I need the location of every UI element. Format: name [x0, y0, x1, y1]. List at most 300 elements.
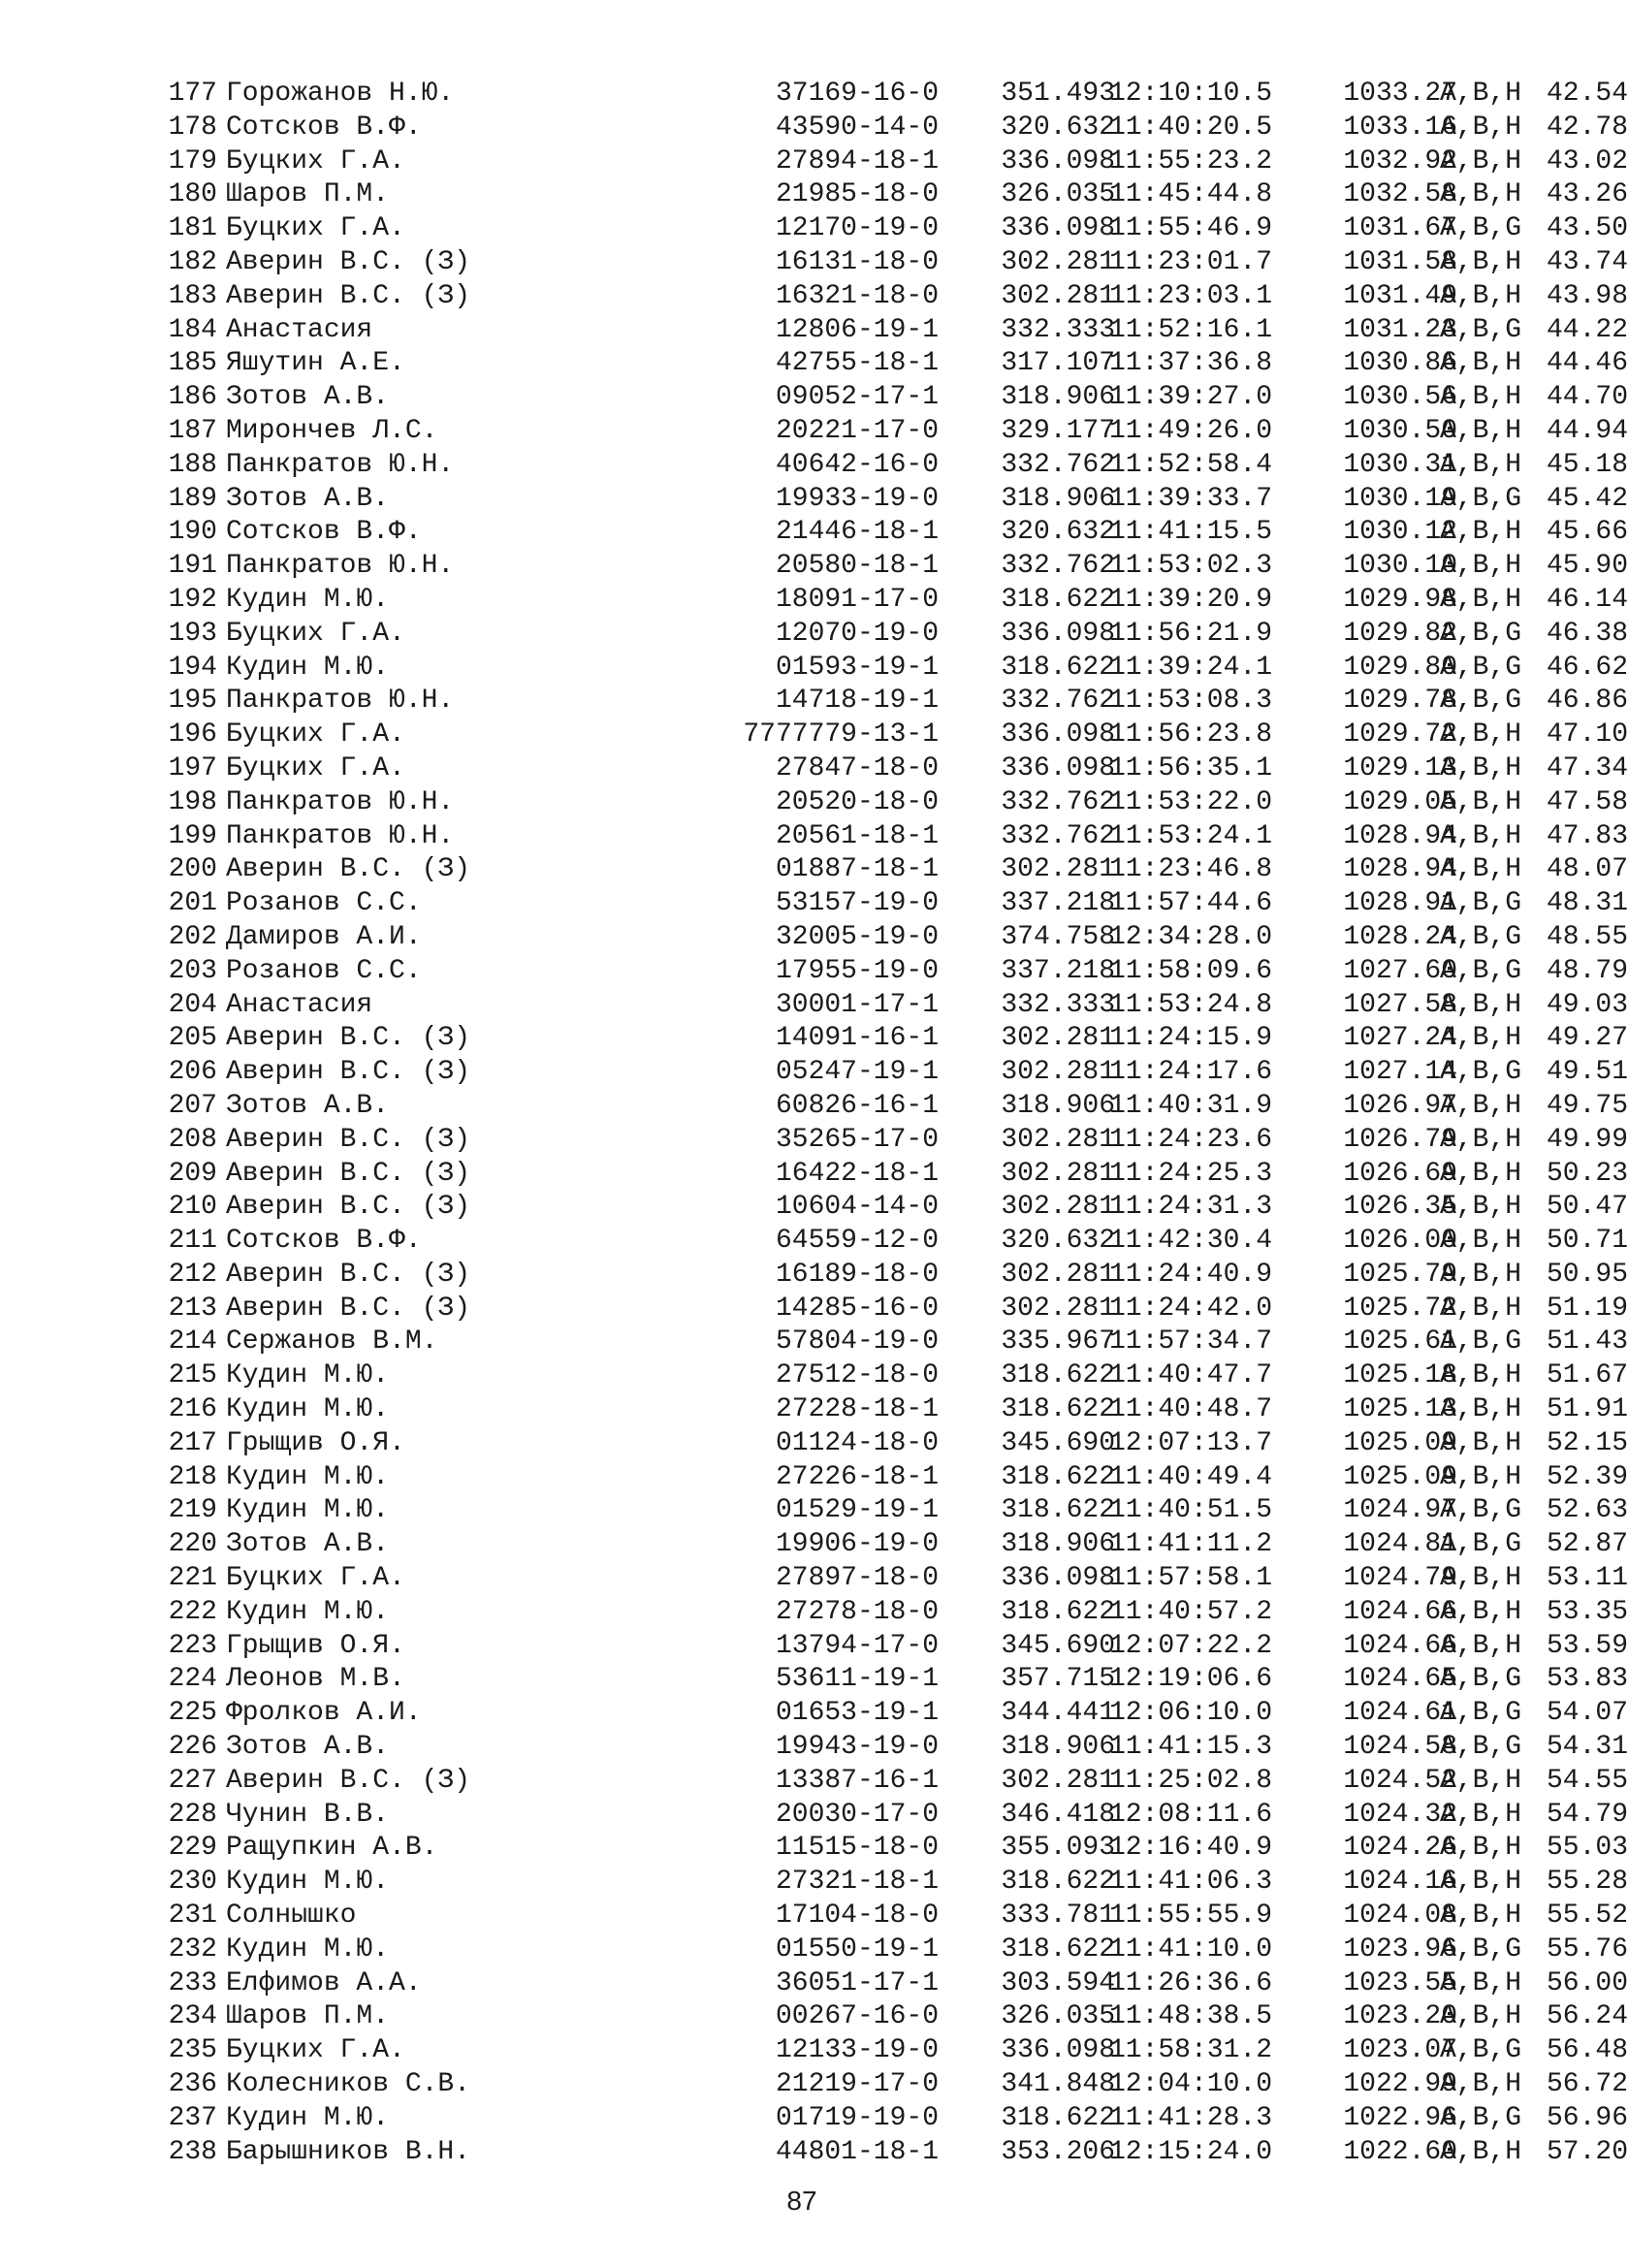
coefficient: 53.83: [1546, 1664, 1628, 1695]
distance: 336.098: [1001, 213, 1115, 244]
coefficient: 53.35: [1546, 1596, 1628, 1627]
groups: A,B,G: [1440, 618, 1522, 649]
owner-name: Аверин В.С. (З): [226, 1124, 471, 1155]
speed: 1033.16: [1343, 112, 1457, 143]
speed: 1029.05: [1343, 786, 1457, 817]
ring-number: 27897-18-0: [775, 1563, 939, 1594]
row-number: 177: [168, 79, 217, 109]
ring-number: 01719-19-0: [775, 2102, 939, 2133]
arrival-time: 11:39:33.7: [1108, 483, 1272, 514]
coefficient: 56.00: [1546, 1967, 1628, 1998]
speed: 1025.61: [1343, 1326, 1457, 1358]
groups: A,B,H: [1440, 854, 1522, 885]
speed: 1024.61: [1343, 1698, 1457, 1729]
distance: 302.281: [1001, 1057, 1115, 1088]
speed: 1030.31: [1343, 449, 1457, 480]
arrival-time: 11:40:51.5: [1108, 1495, 1272, 1526]
ring-number: 14285-16-0: [775, 1293, 939, 1324]
row-number: 197: [168, 752, 217, 783]
speed: 1024.79: [1343, 1563, 1457, 1594]
speed: 1027.24: [1343, 1023, 1457, 1054]
arrival-time: 11:45:44.8: [1108, 179, 1272, 210]
speed: 1024.26: [1343, 1833, 1457, 1864]
ring-number: 32005-19-0: [775, 921, 939, 952]
speed: 1029.72: [1343, 719, 1457, 751]
owner-name: Чунин В.В.: [226, 1799, 390, 1830]
distance: 336.098: [1001, 719, 1115, 751]
speed: 1024.16: [1343, 1867, 1457, 1898]
coefficient: 56.72: [1546, 2069, 1628, 2100]
row-number: 221: [168, 1563, 217, 1594]
ring-number: 27321-18-1: [775, 1867, 939, 1898]
coefficient: 54.07: [1546, 1698, 1628, 1729]
distance: 336.098: [1001, 752, 1115, 783]
distance: 326.035: [1001, 2001, 1115, 2032]
owner-name: Сотсков В.Ф.: [226, 1226, 422, 1257]
groups: A,B,G: [1440, 1698, 1522, 1729]
speed: 1029.13: [1343, 752, 1457, 783]
row-number: 237: [168, 2102, 217, 2133]
coefficient: 47.58: [1546, 786, 1628, 817]
ring-number: 36051-17-1: [775, 1967, 939, 1998]
distance: 302.281: [1001, 1023, 1115, 1054]
owner-name: Елфимов А.А.: [226, 1967, 422, 1998]
groups: A,B,G: [1440, 888, 1522, 919]
ring-number: 10604-14-0: [775, 1192, 939, 1223]
coefficient: 48.31: [1546, 888, 1628, 919]
ring-number: 01550-19-1: [775, 1933, 939, 1965]
groups: A,B,G: [1440, 686, 1522, 717]
arrival-time: 11:52:58.4: [1108, 449, 1272, 480]
groups: A,B,H: [1440, 246, 1522, 277]
owner-name: Буцких Г.А.: [226, 752, 405, 783]
row-number: 222: [168, 1596, 217, 1627]
arrival-time: 11:55:23.2: [1108, 145, 1272, 176]
ring-number: 21446-18-1: [775, 517, 939, 548]
arrival-time: 11:57:58.1: [1108, 1563, 1272, 1594]
arrival-time: 11:41:11.2: [1108, 1529, 1272, 1560]
speed: 1026.69: [1343, 1158, 1457, 1189]
coefficient: 45.90: [1546, 551, 1628, 582]
groups: A,B,G: [1440, 314, 1522, 345]
owner-name: Шаров П.М.: [226, 179, 390, 210]
owner-name: Анастасия: [226, 989, 373, 1020]
row-number: 204: [168, 989, 217, 1020]
owner-name: Яшутин А.Е.: [226, 348, 405, 379]
row-number: 194: [168, 652, 217, 683]
distance: 320.632: [1001, 517, 1115, 548]
distance: 302.281: [1001, 1259, 1115, 1290]
speed: 1028.94: [1343, 854, 1457, 885]
arrival-time: 11:56:23.8: [1108, 719, 1272, 751]
arrival-time: 11:56:21.9: [1108, 618, 1272, 649]
groups: A,B,H: [1440, 415, 1522, 446]
speed: 1030.50: [1343, 415, 1457, 446]
ring-number: 16321-18-0: [775, 280, 939, 311]
distance: 336.098: [1001, 618, 1115, 649]
groups: A,B,G: [1440, 1732, 1522, 1763]
arrival-time: 11:25:02.8: [1108, 1765, 1272, 1796]
distance: 332.333: [1001, 314, 1115, 345]
coefficient: 45.42: [1546, 483, 1628, 514]
coefficient: 47.34: [1546, 752, 1628, 783]
arrival-time: 11:53:02.3: [1108, 551, 1272, 582]
arrival-time: 11:40:20.5: [1108, 112, 1272, 143]
owner-name: Розанов С.С.: [226, 955, 422, 986]
coefficient: 51.67: [1546, 1360, 1628, 1391]
owner-name: Буцких Г.А.: [226, 618, 405, 649]
ring-number: 01653-19-1: [775, 1698, 939, 1729]
groups: A,B,H: [1440, 1967, 1522, 1998]
arrival-time: 11:24:25.3: [1108, 1158, 1272, 1189]
distance: 318.622: [1001, 1867, 1115, 1898]
coefficient: 55.76: [1546, 1933, 1628, 1965]
owner-name: Дамиров А.И.: [226, 921, 422, 952]
ring-number: 17955-19-0: [775, 955, 939, 986]
arrival-time: 11:26:36.6: [1108, 1967, 1272, 1998]
groups: A,B,H: [1440, 584, 1522, 615]
row-number: 202: [168, 921, 217, 952]
row-number: 234: [168, 2001, 217, 2032]
groups: A,B,H: [1440, 1833, 1522, 1864]
owner-name: Панкратов Ю.Н.: [226, 449, 455, 480]
owner-name: Грыщив О.Я.: [226, 1630, 405, 1661]
arrival-time: 11:56:35.1: [1108, 752, 1272, 783]
ring-number: 37169-16-0: [775, 79, 939, 109]
distance: 326.035: [1001, 179, 1115, 210]
owner-name: Кудин М.Ю.: [226, 1596, 390, 1627]
distance: 318.622: [1001, 1394, 1115, 1425]
speed: 1024.58: [1343, 1732, 1457, 1763]
row-number: 179: [168, 145, 217, 176]
groups: A,B,H: [1440, 79, 1522, 109]
distance: 318.906: [1001, 483, 1115, 514]
speed: 1022.96: [1343, 2102, 1457, 2133]
arrival-time: 11:24:40.9: [1108, 1259, 1272, 1290]
owner-name: Грыщив О.Я.: [226, 1427, 405, 1458]
arrival-time: 11:39:20.9: [1108, 584, 1272, 615]
distance: 318.622: [1001, 1596, 1115, 1627]
distance: 318.906: [1001, 1529, 1115, 1560]
coefficient: 50.47: [1546, 1192, 1628, 1223]
distance: 302.281: [1001, 1192, 1115, 1223]
speed: 1033.27: [1343, 79, 1457, 109]
arrival-time: 11:23:46.8: [1108, 854, 1272, 885]
coefficient: 43.98: [1546, 280, 1628, 311]
row-number: 220: [168, 1529, 217, 1560]
distance: 336.098: [1001, 145, 1115, 176]
speed: 1030.12: [1343, 517, 1457, 548]
coefficient: 53.11: [1546, 1563, 1628, 1594]
speed: 1023.55: [1343, 1967, 1457, 1998]
coefficient: 46.62: [1546, 652, 1628, 683]
distance: 336.098: [1001, 1563, 1115, 1594]
ring-number: 64559-12-0: [775, 1226, 939, 1257]
arrival-time: 11:40:31.9: [1108, 1090, 1272, 1121]
owner-name: Аверин В.С. (З): [226, 246, 471, 277]
ring-number: 12133-19-0: [775, 2035, 939, 2066]
distance: 344.441: [1001, 1698, 1115, 1729]
owner-name: Шаров П.М.: [226, 2001, 390, 2032]
arrival-time: 11:55:46.9: [1108, 213, 1272, 244]
groups: A,B,H: [1440, 989, 1522, 1020]
coefficient: 52.39: [1546, 1461, 1628, 1492]
groups: A,B,H: [1440, 517, 1522, 548]
owner-name: Кудин М.Ю.: [226, 2102, 390, 2133]
coefficient: 57.20: [1546, 2136, 1628, 2167]
owner-name: Буцких Г.А.: [226, 719, 405, 751]
ring-number: 13794-17-0: [775, 1630, 939, 1661]
coefficient: 45.66: [1546, 517, 1628, 548]
groups: A,B,H: [1440, 179, 1522, 210]
owner-name: Кудин М.Ю.: [226, 652, 390, 683]
distance: 318.622: [1001, 2102, 1115, 2133]
groups: A,B,H: [1440, 786, 1522, 817]
groups: A,B,H: [1440, 145, 1522, 176]
coefficient: 50.23: [1546, 1158, 1628, 1189]
speed: 1026.79: [1343, 1124, 1457, 1155]
ring-number: 27847-18-0: [775, 752, 939, 783]
groups: A,B,H: [1440, 2001, 1522, 2032]
row-number: 189: [168, 483, 217, 514]
speed: 1024.97: [1343, 1495, 1457, 1526]
ring-number: 20030-17-0: [775, 1799, 939, 1830]
row-number: 196: [168, 719, 217, 751]
speed: 1026.00: [1343, 1226, 1457, 1257]
row-number: 208: [168, 1124, 217, 1155]
ring-number: 35265-17-0: [775, 1124, 939, 1155]
groups: A,B,H: [1440, 1394, 1522, 1425]
row-number: 238: [168, 2136, 217, 2167]
row-number: 181: [168, 213, 217, 244]
arrival-time: 11:41:15.5: [1108, 517, 1272, 548]
row-number: 195: [168, 686, 217, 717]
coefficient: 55.03: [1546, 1833, 1628, 1864]
row-number: 212: [168, 1259, 217, 1290]
arrival-time: 12:34:28.0: [1108, 921, 1272, 952]
row-number: 185: [168, 348, 217, 379]
row-number: 235: [168, 2035, 217, 2066]
ring-number: 05247-19-1: [775, 1057, 939, 1088]
distance: 302.281: [1001, 280, 1115, 311]
distance: 318.622: [1001, 1461, 1115, 1492]
owner-name: Солнышко: [226, 1901, 357, 1932]
speed: 1029.82: [1343, 618, 1457, 649]
owner-name: Буцких Г.А.: [226, 2035, 405, 2066]
groups: A,B,H: [1440, 1630, 1522, 1661]
owner-name: Зотов А.В.: [226, 1090, 390, 1121]
coefficient: 52.87: [1546, 1529, 1628, 1560]
coefficient: 43.26: [1546, 179, 1628, 210]
speed: 1032.58: [1343, 179, 1457, 210]
distance: 332.762: [1001, 820, 1115, 851]
owner-name: Аверин В.С. (З): [226, 854, 471, 885]
speed: 1029.98: [1343, 584, 1457, 615]
owner-name: Аверин В.С. (З): [226, 1293, 471, 1324]
coefficient: 49.51: [1546, 1057, 1628, 1088]
coefficient: 54.31: [1546, 1732, 1628, 1763]
row-number: 211: [168, 1226, 217, 1257]
ring-number: 7777779-13-1: [743, 719, 939, 751]
arrival-time: 11:24:23.6: [1108, 1124, 1272, 1155]
arrival-time: 11:41:28.3: [1108, 2102, 1272, 2133]
owner-name: Кудин М.Ю.: [226, 1394, 390, 1425]
coefficient: 42.54: [1546, 79, 1628, 109]
row-number: 188: [168, 449, 217, 480]
distance: 335.967: [1001, 1326, 1115, 1358]
owner-name: Зотов А.В.: [226, 1529, 390, 1560]
groups: A,B,G: [1440, 2102, 1522, 2133]
groups: A,B,H: [1440, 551, 1522, 582]
coefficient: 56.48: [1546, 2035, 1628, 2066]
ring-number: 20580-18-1: [775, 551, 939, 582]
ring-number: 13387-16-1: [775, 1765, 939, 1796]
speed: 1025.79: [1343, 1259, 1457, 1290]
owner-name: Аверин В.С. (З): [226, 1023, 471, 1054]
coefficient: 46.14: [1546, 584, 1628, 615]
row-number: 223: [168, 1630, 217, 1661]
arrival-time: 11:39:27.0: [1108, 382, 1272, 413]
ring-number: 43590-14-0: [775, 112, 939, 143]
coefficient: 46.38: [1546, 618, 1628, 649]
ring-number: 17104-18-0: [775, 1901, 939, 1932]
coefficient: 53.59: [1546, 1630, 1628, 1661]
owner-name: Панкратов Ю.Н.: [226, 820, 455, 851]
distance: 332.762: [1001, 551, 1115, 582]
distance: 346.418: [1001, 1799, 1115, 1830]
ring-number: 27278-18-0: [775, 1596, 939, 1627]
speed: 1031.58: [1343, 246, 1457, 277]
arrival-time: 11:48:38.5: [1108, 2001, 1272, 2032]
groups: A,B,H: [1440, 348, 1522, 379]
arrival-time: 11:23:03.1: [1108, 280, 1272, 311]
arrival-time: 12:07:22.2: [1108, 1630, 1272, 1661]
coefficient: 51.19: [1546, 1293, 1628, 1324]
distance: 318.622: [1001, 1360, 1115, 1391]
ring-number: 27228-18-1: [775, 1394, 939, 1425]
ring-number: 20221-17-0: [775, 415, 939, 446]
speed: 1030.86: [1343, 348, 1457, 379]
row-number: 213: [168, 1293, 217, 1324]
arrival-time: 12:19:06.6: [1108, 1664, 1272, 1695]
speed: 1029.80: [1343, 652, 1457, 683]
groups: A,B,G: [1440, 921, 1522, 952]
row-number: 198: [168, 786, 217, 817]
groups: A,B,H: [1440, 382, 1522, 413]
row-number: 236: [168, 2069, 217, 2100]
owner-name: Фролков А.И.: [226, 1698, 422, 1729]
distance: 318.906: [1001, 382, 1115, 413]
arrival-time: 12:06:10.0: [1108, 1698, 1272, 1729]
groups: A,B,G: [1440, 483, 1522, 514]
row-number: 233: [168, 1967, 217, 1998]
ring-number: 27226-18-1: [775, 1461, 939, 1492]
arrival-time: 11:42:30.4: [1108, 1226, 1272, 1257]
distance: 374.758: [1001, 921, 1115, 952]
row-number: 183: [168, 280, 217, 311]
row-number: 209: [168, 1158, 217, 1189]
distance: 332.333: [1001, 989, 1115, 1020]
distance: 355.093: [1001, 1833, 1115, 1864]
coefficient: 49.27: [1546, 1023, 1628, 1054]
coefficient: 51.91: [1546, 1394, 1628, 1425]
groups: A,B,G: [1440, 2035, 1522, 2066]
row-number: 184: [168, 314, 217, 345]
owner-name: Аверин В.С. (З): [226, 1158, 471, 1189]
coefficient: 54.55: [1546, 1765, 1628, 1796]
ring-number: 16422-18-1: [775, 1158, 939, 1189]
coefficient: 48.79: [1546, 955, 1628, 986]
owner-name: Буцких Г.А.: [226, 213, 405, 244]
speed: 1023.96: [1343, 1933, 1457, 1965]
speed: 1031.67: [1343, 213, 1457, 244]
ring-number: 16131-18-0: [775, 246, 939, 277]
owner-name: Зотов А.В.: [226, 382, 390, 413]
coefficient: 56.24: [1546, 2001, 1628, 2032]
distance: 332.762: [1001, 449, 1115, 480]
coefficient: 49.03: [1546, 989, 1628, 1020]
groups: A,B,G: [1440, 1495, 1522, 1526]
distance: 336.098: [1001, 2035, 1115, 2066]
groups: A,B,H: [1440, 1226, 1522, 1257]
distance: 302.281: [1001, 1158, 1115, 1189]
arrival-time: 11:24:42.0: [1108, 1293, 1272, 1324]
ring-number: 12170-19-0: [775, 213, 939, 244]
distance: 320.632: [1001, 112, 1115, 143]
groups: A,B,H: [1440, 1765, 1522, 1796]
row-number: 190: [168, 517, 217, 548]
distance: 329.177: [1001, 415, 1115, 446]
coefficient: 49.99: [1546, 1124, 1628, 1155]
row-number: 187: [168, 415, 217, 446]
distance: 318.906: [1001, 1090, 1115, 1121]
arrival-time: 11:57:44.6: [1108, 888, 1272, 919]
owner-name: Аверин В.С. (З): [226, 1192, 471, 1223]
speed: 1024.52: [1343, 1765, 1457, 1796]
coefficient: 44.70: [1546, 382, 1628, 413]
distance: 351.493: [1001, 79, 1115, 109]
row-number: 182: [168, 246, 217, 277]
speed: 1024.08: [1343, 1901, 1457, 1932]
speed: 1025.72: [1343, 1293, 1457, 1324]
row-number: 186: [168, 382, 217, 413]
groups: A,B,H: [1440, 1090, 1522, 1121]
row-number: 201: [168, 888, 217, 919]
ring-number: 21985-18-0: [775, 179, 939, 210]
row-number: 214: [168, 1326, 217, 1358]
arrival-time: 11:53:22.0: [1108, 786, 1272, 817]
arrival-time: 11:58:09.6: [1108, 955, 1272, 986]
arrival-time: 12:07:13.7: [1108, 1427, 1272, 1458]
coefficient: 43.74: [1546, 246, 1628, 277]
owner-name: Аверин В.С. (З): [226, 1057, 471, 1088]
ring-number: 19933-19-0: [775, 483, 939, 514]
row-number: 178: [168, 112, 217, 143]
arrival-time: 12:08:11.6: [1108, 1799, 1272, 1830]
owner-name: Кудин М.Ю.: [226, 1461, 390, 1492]
owner-name: Кудин М.Ю.: [226, 1933, 390, 1965]
arrival-time: 11:24:15.9: [1108, 1023, 1272, 1054]
ring-number: 30001-17-1: [775, 989, 939, 1020]
ring-number: 14718-19-1: [775, 686, 939, 717]
speed: 1024.81: [1343, 1529, 1457, 1560]
speed: 1025.18: [1343, 1360, 1457, 1391]
arrival-time: 11:58:31.2: [1108, 2035, 1272, 2066]
owner-name: Аверин В.С. (З): [226, 1765, 471, 1796]
arrival-time: 12:16:40.9: [1108, 1833, 1272, 1864]
arrival-time: 12:10:10.5: [1108, 79, 1272, 109]
groups: A,B,G: [1440, 1529, 1522, 1560]
